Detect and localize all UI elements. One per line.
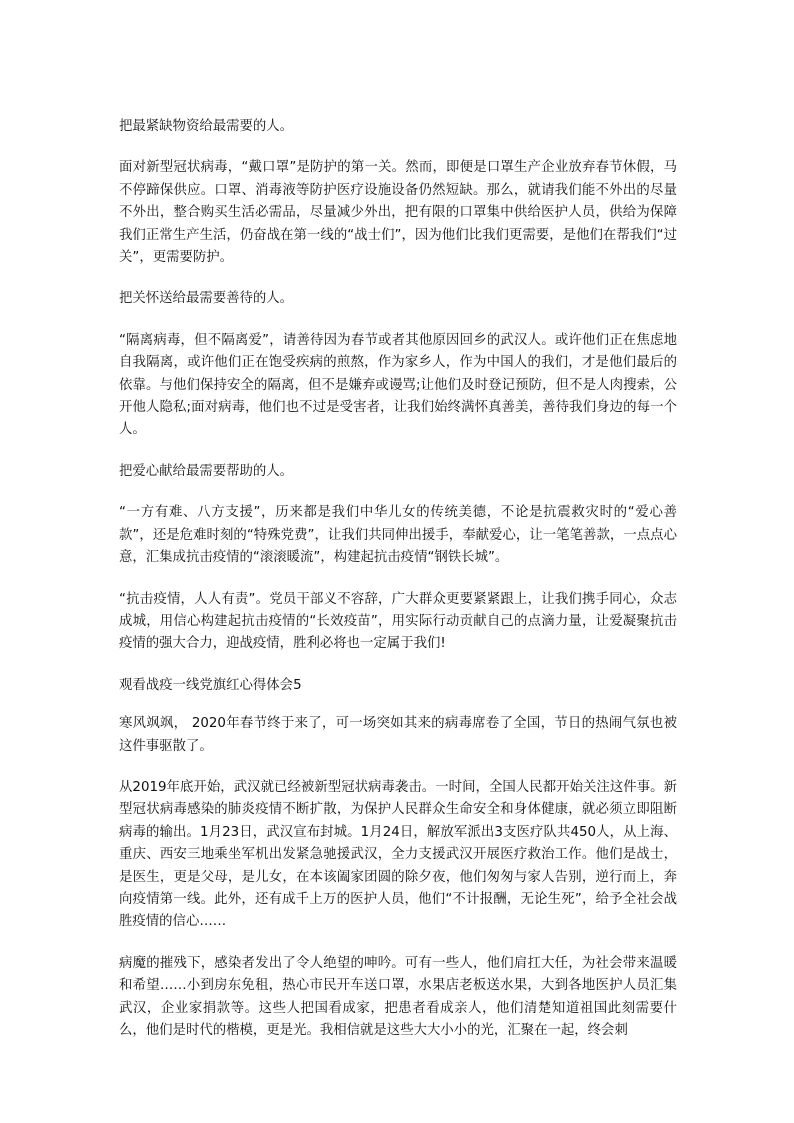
document-page	[119, 116, 677, 1042]
section-title: 观看战疫一线党旗红心得体会5	[119, 677, 302, 693]
paragraph-isolation: “隔离病毒，但不隔离爱”，请善待因为春节或者其他原因回乡的武汉人。或许他们正在焦虑地自我隔离，或许他们正在饱受疾病的煎熬，作为家乡人，作为中国人的我们，才是他们最后的依靠。与他们保持安全的隔离，但不是嫌弃或谩骂;让他们及时登记预防，但不是人肉搜索，公开他人隐私;面对病毒，他们也不过是受害者，让我们始终满怀真善美，善待我们身边的每一个人。	[119, 332, 677, 438]
paragraph-wuhan: 从2019年底开始，武汉就已经被新型冠状病毒袭击。一时间，全国人民都开始关注这件事。新型冠状病毒感染的肺炎疫情不断扩散，为保护人民群众生命安全和身体健康，就必须立即阻断病毒的输出。1月23日，武汉宣布封城。1月24日，解放军派出3支医疗队共450人，从上海、重庆、西安三地乘坐军机出发紧急驰援武汉，全力支援武汉开展医疗救治工作。他们是战士，是医生，更是父母，是儿女，在本该阖家团圆的除夕夜，他们匆匆与家人告别，逆行而上，奔向疫情第一线。此外，还有成千上万的医护人员，他们“不计报酬，无论生死”，给予全社会战胜疫情的信心……	[119, 779, 677, 930]
heading-scarce-supplies: 把最紧缺物资给最需要的人。	[119, 119, 294, 134]
heading-care: 把关怀送给最需要善待的人。	[119, 291, 294, 307]
paragraph-spring-festival: 寒风飒飒， 2020年春节终于来了，可一场突如其来的病毒席卷了全国，节日的热闹气氛也被这件事驱散了。	[119, 716, 677, 754]
paragraph-responsibility: “抗击疫情，人人有责”。党员干部义不容辞，广大群众更要紧紧跟上，让我们携手同心，众志成城，用信心构建起抗击疫情的“长效疫苗”，用实际行动贡献自己的点滴力量，让爱凝聚抗击疫情的强大合力，迎战疫情，胜利必将也一定属于我们!	[119, 591, 677, 652]
paragraph-support: “一方有难、八方支援”，历来都是我们中华儿女的传统美德，不论是抗震救灾时的“爱心善款”，还是危难时刻的“特殊党费”，让我们共同伸出援手，奉献爱心，让一笔笔善款，一点点心意，汇集成抗击疫情的“滚滚暖流”，构建起抗击疫情“钢铁长城”。	[119, 505, 677, 566]
paragraph-masks: 面对新型冠状病毒，“戴口罩”是防护的第一关。然而，即便是口罩生产企业放弃春节休假，马不停蹄保供应。口罩、消毒液等防护医疗设施设备仍然短缺。那么，就请我们能不外出的尽量不外出，整合购买生活必需品，尽量减少外出，把有限的口罩集中供给医护人员，供给为保障我们正常生产生活，仍奋战在第一线的“战士们”，因为他们比我们更需要，是他们在帮我们“过关”，更需要防护。	[119, 160, 677, 266]
paragraph-light: 病魔的摧残下，感染者发出了令人绝望的呻吟。可有一些人，他们肩扛大任，为社会带来温暖和希望……小到房东免租，热心市民开车送口罩，水果店老板送水果，大到各地医护人员汇集武汉，企业家捐款等。这些人把国看成家，把患者看成亲人，他们清楚知道祖国此刻需要什么，他们是时代的楷模，更是光。我相信就是这些大大小小的光，汇聚在一起，终会刺	[119, 955, 677, 1038]
heading-love: 把爱心献给最需要帮助的人。	[119, 463, 294, 479]
